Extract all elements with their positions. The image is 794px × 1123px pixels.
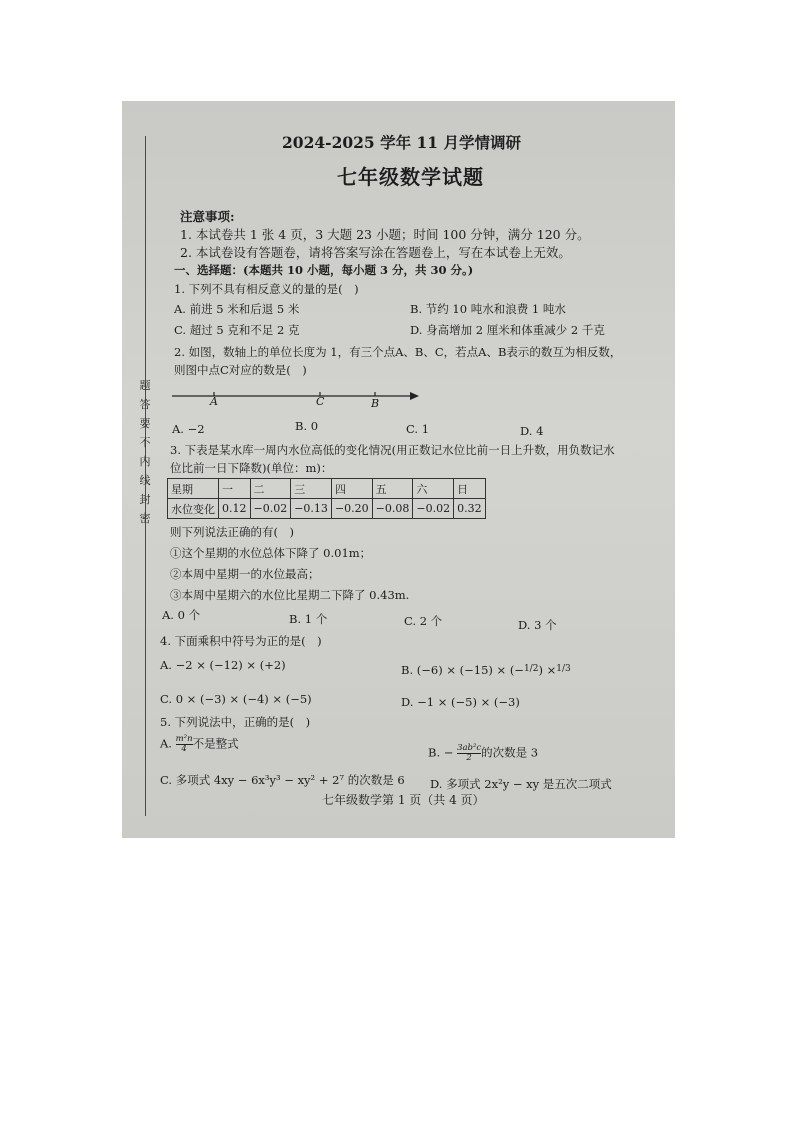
table-cell: 水位变化: [168, 499, 219, 519]
fraction-numerator: m²n: [175, 734, 193, 744]
table-cell: 0.32: [454, 499, 486, 519]
q4-option-b-text-2: ) ×: [538, 663, 557, 677]
point-label-a: A: [210, 395, 218, 408]
q3-option-d: D. 3 个: [518, 618, 557, 632]
table-cell: −0.13: [291, 499, 332, 519]
margin-char: 不: [139, 436, 151, 449]
q3-option-a: A. 0 个: [162, 608, 201, 622]
water-level-table: [167, 478, 486, 519]
table-cell: 0.12: [219, 499, 251, 519]
exam-photo: [122, 101, 675, 838]
section-heading: 一、选择题：(本题共 10 小题，每小题 3 分，共 30 分。): [174, 263, 474, 277]
table-cell: 五: [372, 479, 413, 499]
table-cell: −0.20: [331, 499, 372, 519]
q5-option-a-fraction: [176, 735, 193, 754]
q3-statement-1: ①这个星期的水位总体下降了 0.01m；: [170, 546, 372, 560]
q2-stem-line2: 则图中点C对应的数是( ): [174, 363, 307, 377]
margin-char: 题: [139, 379, 151, 392]
table-cell: −0.02: [250, 499, 291, 519]
table-row-weekday: [168, 479, 486, 499]
q4-stem: 4. 下面乘积中符号为正的是( ): [160, 634, 322, 648]
q3-option-b: B. 1 个: [289, 612, 328, 626]
q4-fraction-half: 1/2: [523, 664, 539, 674]
q4-option-a: A. −2 × (−12) × (+2): [160, 658, 286, 672]
q4-option-c: C. 0 × (−3) × (−4) × (−5): [160, 692, 312, 706]
q1-option-b: B. 节约 10 吨水和浪费 1 吨水: [410, 302, 566, 316]
q5-option-b-text: 的次数是 3: [481, 745, 539, 760]
q3-statement-3: ③本周中星期六的水位比星期二下降了 0.43m.: [170, 588, 410, 602]
note-1: 1. 本试卷共 1 张 4 页，3 大题 23 小题；时间 100 分钟，满分 120 分。: [180, 227, 590, 242]
exam-title-line1: 2024-2025 学年 11 月学情调研: [282, 133, 521, 152]
q5-option-b: [428, 744, 538, 763]
note-2: 2. 本试卷设有答题卷，请将答案写涂在答题卷上，写在本试卷上无效。: [180, 245, 571, 260]
margin-char: 答: [139, 398, 151, 411]
binding-margin-text: [137, 376, 153, 528]
q1-option-d: D. 身高增加 2 厘米和体重减少 2 千克: [410, 323, 605, 337]
q5-option-b-fraction: [457, 744, 481, 763]
q4-option-b-text: B. (−6) × (−15) × (−: [401, 663, 524, 677]
point-label-b: B: [371, 397, 380, 410]
margin-char: 密: [139, 512, 151, 525]
table-cell: 星期: [168, 479, 219, 499]
q4-option-b: [401, 663, 571, 677]
q2-option-c: C. 1: [406, 422, 430, 436]
margin-char: 内: [139, 455, 151, 468]
q3-prompt: 则下列说法正确的有( ): [170, 525, 294, 539]
q2-stem-line1: 2. 如图，数轴上的单位长度为 1，有三个点A、B、C，若点A、B表示的数互为相反数，: [174, 345, 622, 359]
margin-char: 要: [139, 417, 151, 430]
q1-stem: 1. 下列不具有相反意义的量的是( ): [174, 282, 359, 296]
fraction-numerator: 3ab²c: [457, 743, 482, 753]
q1-option-a: A. 前进 5 米和后退 5 米: [174, 302, 300, 316]
q2-option-a: A. −2: [172, 422, 205, 436]
q5-option-a: [160, 735, 239, 754]
point-label-c: C: [316, 395, 325, 408]
q4-fraction-third: 1/3: [556, 664, 571, 674]
notes-heading: 注意事项:: [180, 209, 235, 224]
table-cell: −0.02: [413, 499, 454, 519]
q1-option-c: C. 超过 5 克和不足 2 克: [174, 323, 300, 337]
exam-sheet: [122, 101, 675, 838]
q2-option-b: B. 0: [295, 419, 319, 433]
fraction-denominator: 4: [181, 744, 187, 754]
q3-stem-line2: 位比前一日下降数)(单位：m)：: [170, 461, 333, 475]
q3-option-c: C. 2 个: [404, 614, 443, 628]
number-line-figure: [170, 384, 420, 414]
fraction-denominator: 2: [466, 753, 472, 763]
table-cell: 四: [331, 479, 372, 499]
q2-option-d: D. 4: [520, 424, 544, 438]
table-cell: 日: [454, 479, 486, 499]
q3-stem-line1: 3. 下表是某水库一周内水位高低的变化情况(用正数记水位比前一日上升数，用负数记水: [170, 443, 615, 457]
q5-option-d: D. 多项式 2x²y − xy 是五次二项式: [430, 777, 612, 791]
q5-option-a-text: 不是整式: [192, 736, 239, 751]
table-row-change: [168, 499, 486, 519]
q4-option-d: D. −1 × (−5) × (−3): [401, 695, 520, 709]
margin-char: 封: [139, 493, 151, 506]
table-cell: −0.08: [372, 499, 413, 519]
page-footer: 七年级数学第 1 页（共 4 页）: [322, 793, 485, 807]
q5-stem: 5. 下列说法中，正确的是( ): [160, 715, 311, 729]
table-cell: 六: [413, 479, 454, 499]
table-cell: 三: [291, 479, 332, 499]
exam-title-line2: 七年级数学试题: [337, 165, 484, 189]
number-line-arrow: [410, 392, 419, 400]
margin-char: 线: [139, 474, 151, 487]
q5-option-c: C. 多项式 4xy − 6x³y³ − xy² + 2⁷ 的次数是 6: [160, 773, 405, 787]
q5-option-a-label: A.: [160, 736, 172, 751]
q3-statement-2: ②本周中星期一的水位最高；: [170, 567, 320, 581]
q5-option-b-label: B. −: [428, 745, 454, 760]
table-cell: 二: [250, 479, 291, 499]
table-cell: 一: [219, 479, 251, 499]
